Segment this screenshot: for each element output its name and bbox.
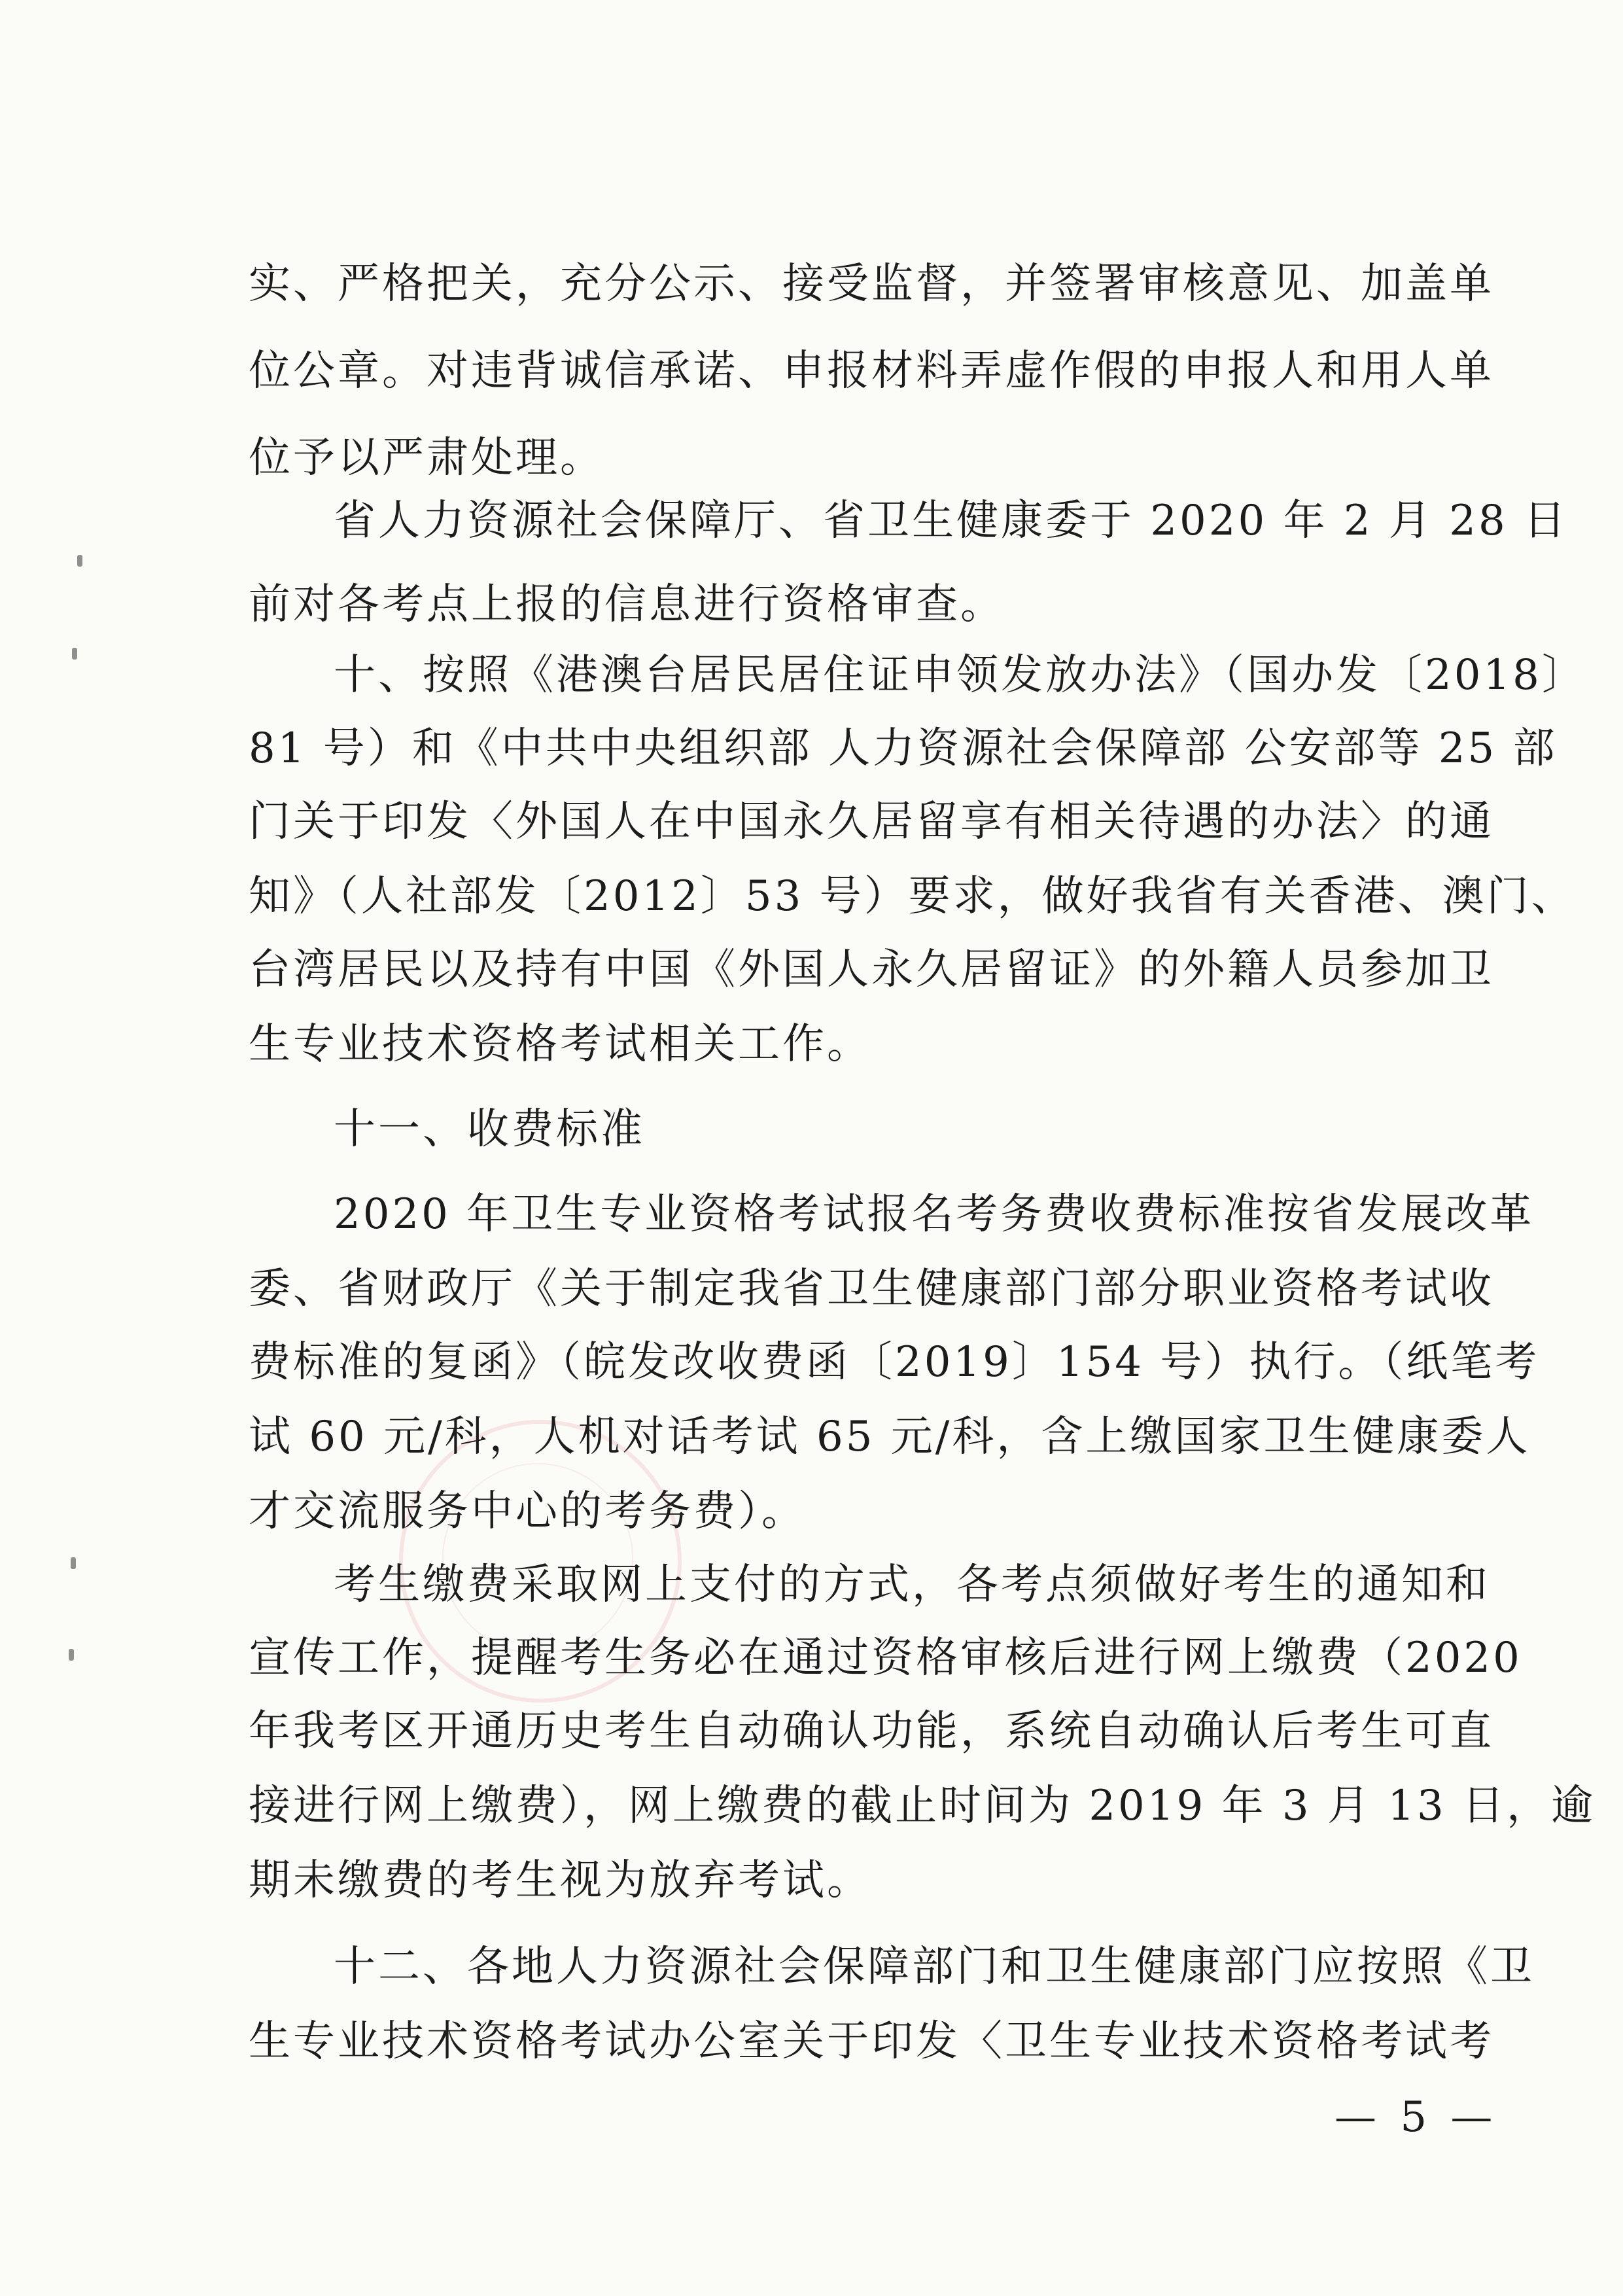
body-line: 年我考区开通历史考生自动确认功能，系统自动确认后考生可直 [249, 1707, 1494, 1756]
body-line: 实、严格把关，充分公示、接受监督，并签署审核意见、加盖单 [249, 260, 1494, 308]
body-line: 试 60 元/科，人机对话考试 65 元/科，含上缴国家卫生健康委人 [249, 1413, 1531, 1461]
body-line: 费标准的复函》（皖发改收费函〔2019〕154 号）执行。（纸笔考 [249, 1338, 1540, 1386]
body-line: 省人力资源社会保障厅、省卫生健康委于 2020 年 2 月 28 日 [334, 497, 1569, 545]
body-line: 位予以严肃处理。 [249, 434, 604, 482]
scan-mark [69, 1649, 74, 1661]
body-line: 台湾居民以及持有中国《外国人永久居留证》的外籍人员参加卫 [249, 945, 1494, 994]
scan-mark [77, 555, 82, 567]
body-line: 门关于印发〈外国人在中国永久居留享有相关待遇的办法〉的通 [249, 798, 1494, 846]
body-line: 2020 年卫生专业资格考试报名考务费收费标准按省发展改革 [334, 1190, 1535, 1239]
body-line: 考生缴费采取网上支付的方式，各考点须做好考生的通知和 [334, 1561, 1490, 1609]
body-line: 生专业技术资格考试相关工作。 [249, 1020, 871, 1069]
body-line: 宣传工作，提醒考生务必在通过资格审核后进行网上缴费（2020 [249, 1634, 1522, 1682]
body-line: 知》（人社部发〔2012〕53 号）要求，做好我省有关香港、澳门、 [249, 872, 1576, 921]
scan-mark [71, 1557, 76, 1569]
body-line: 接进行网上缴费），网上缴费的截止时间为 2019 年 3 月 13 日，逾 [249, 1782, 1596, 1830]
page-number: — 5 — [1335, 2093, 1498, 2142]
body-line: 委、省财政厅《关于制定我省卫生健康部门部分职业资格考试收 [249, 1265, 1494, 1313]
section-heading: 十一、收费标准 [334, 1105, 645, 1154]
body-line: 十、按照《港澳台居民居住证申领发放办法》（国办发〔2018〕 [334, 651, 1586, 699]
body-line: 81 号）和《中共中央组织部 人力资源社会保障部 公安部等 25 部 [249, 724, 1558, 773]
body-line: 位公章。对违背诚信承诺、申报材料弄虚作假的申报人和用人单 [249, 347, 1494, 395]
body-line: 才交流服务中心的考务费）。 [249, 1487, 806, 1536]
scan-mark [72, 648, 77, 660]
body-line: 前对各考点上报的信息进行资格审查。 [249, 580, 1005, 629]
body-line: 期未缴费的考生视为放弃考试。 [249, 1856, 871, 1905]
body-line: 生专业技术资格考试办公室关于印发〈卫生专业技术资格考试考 [249, 2017, 1494, 2066]
body-line: 十二、各地人力资源社会保障部门和卫生健康部门应按照《卫 [334, 1943, 1535, 1991]
